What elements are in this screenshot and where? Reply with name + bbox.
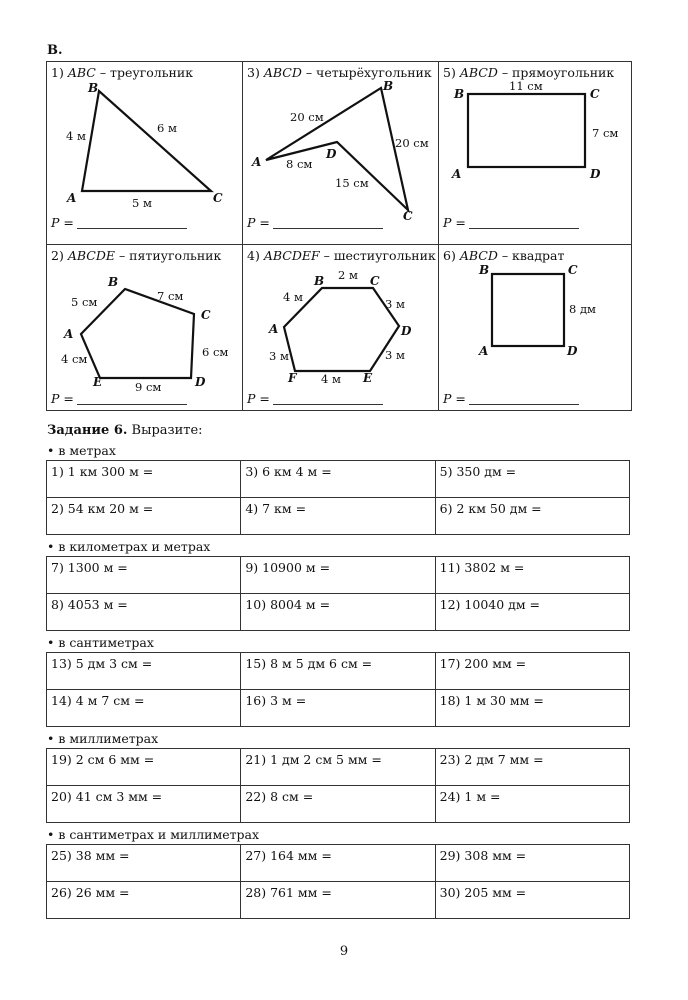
exercise-cell[interactable]: 24) 1 м = (435, 786, 629, 823)
vertex-label: C (201, 308, 211, 322)
side-label: 9 см (135, 380, 162, 394)
figure-title: 5) ABCD – прямоугольник (443, 65, 615, 80)
vertex-label: B (383, 79, 394, 93)
vertex-label: A (64, 327, 74, 341)
side-label: 7 см (157, 289, 184, 303)
figure-hexagon (243, 245, 437, 410)
table-row (47, 845, 630, 882)
rectangle-shape (468, 94, 585, 167)
side-label: 7 см (592, 126, 619, 140)
table-row (47, 882, 630, 919)
figure-square (439, 245, 633, 410)
exercise-table (46, 556, 630, 631)
vertex-label: C (370, 274, 380, 288)
vertex-label: C (590, 87, 600, 101)
section-label: В. (47, 43, 63, 58)
exercise-cell[interactable]: 29) 308 мм = (435, 845, 629, 882)
vertex-label: D (195, 375, 206, 389)
exercise-cell[interactable]: 8) 4053 м = (47, 594, 241, 631)
figure-title: 1) ABC – треугольник (51, 65, 194, 80)
exercise-cell[interactable]: 3) 6 км 4 м = (241, 461, 435, 498)
hexagon-drawing (243, 245, 437, 410)
exercise-cell[interactable]: 23) 2 дм 7 мм = (435, 749, 629, 786)
square-drawing (439, 245, 633, 410)
side-label: 15 см (335, 176, 369, 190)
quadrilateral-shape (266, 88, 408, 210)
exercise-cell[interactable]: 22) 8 см = (241, 786, 435, 823)
side-label: 4 м (66, 129, 86, 143)
exercise-cell[interactable]: 15) 8 м 5 дм 6 см = (241, 653, 435, 690)
exercise-cell[interactable]: 30) 205 мм = (435, 882, 629, 919)
group-heading: • в метрах (47, 443, 116, 458)
figure-pentagon (47, 245, 241, 410)
side-label: 11 см (509, 79, 543, 93)
exercise-cell[interactable]: 21) 1 дм 2 см 5 мм = (241, 749, 435, 786)
table-row (47, 690, 630, 727)
exercise-cell[interactable]: 27) 164 мм = (241, 845, 435, 882)
exercise-cell[interactable]: 2) 54 км 20 м = (47, 498, 241, 535)
side-label: 3 м (269, 349, 289, 363)
exercise-cell[interactable]: 26) 26 мм = (47, 882, 241, 919)
triangle-shape (82, 91, 211, 191)
exercise-cell[interactable]: 17) 200 мм = (435, 653, 629, 690)
vertex-label: B (88, 81, 99, 95)
vertex-label: B (454, 87, 465, 101)
side-label: 3 м (385, 297, 405, 311)
pentagon-drawing (47, 245, 241, 410)
figure-title: 6) ABCD – квадрат (443, 248, 565, 263)
exercise-cell[interactable]: 25) 38 мм = (47, 845, 241, 882)
vertex-label: C (403, 209, 413, 223)
vertex-label: D (590, 167, 601, 181)
side-label: 8 дм (569, 302, 596, 316)
exercise-cell[interactable]: 16) 3 м = (241, 690, 435, 727)
figure-title: 4) ABCDEF – шестиугольник (247, 248, 436, 263)
exercise-cell[interactable]: 11) 3802 м = (435, 557, 629, 594)
exercise-table (46, 748, 630, 823)
vertex-label: E (363, 371, 373, 385)
side-label: 5 см (71, 295, 98, 309)
vertex-label: A (479, 344, 489, 358)
vertex-label: B (479, 263, 490, 277)
group-heading: • в сантиметрах и миллиметрах (47, 827, 260, 842)
exercise-cell[interactable]: 20) 41 см 3 мм = (47, 786, 241, 823)
perimeter-field[interactable]: P = (443, 215, 579, 230)
exercise-cell[interactable]: 9) 10900 м = (241, 557, 435, 594)
perimeter-field[interactable]: P = (443, 391, 579, 406)
vertex-label: A (269, 322, 279, 336)
group-heading: • в миллиметрах (47, 731, 159, 746)
exercise-table (46, 652, 630, 727)
side-label: 8 см (286, 157, 313, 171)
figures-grid (46, 61, 632, 411)
side-label: 20 см (395, 136, 429, 150)
vertex-label: B (314, 274, 325, 288)
task-title: Задание 6. Выразите: (47, 423, 203, 438)
side-label: 4 см (61, 352, 88, 366)
side-label: 6 м (157, 121, 177, 135)
vertex-label: D (401, 324, 412, 338)
side-label: 4 м (321, 372, 341, 386)
exercise-cell[interactable]: 5) 350 дм = (435, 461, 629, 498)
exercise-cell[interactable]: 10) 8004 м = (241, 594, 435, 631)
exercise-cell[interactable]: 12) 10040 дм = (435, 594, 629, 631)
figure-triangle (47, 62, 241, 235)
exercise-cell[interactable]: 13) 5 дм 3 см = (47, 653, 241, 690)
table-row (47, 498, 630, 535)
figure-quadrilateral (243, 62, 437, 235)
side-label: 4 м (283, 290, 303, 304)
vertex-label: A (252, 155, 262, 169)
figure-title: 2) ABCDE – пятиугольник (51, 248, 222, 263)
figure-rectangle (439, 62, 633, 235)
side-label: 5 м (132, 196, 152, 210)
perimeter-field[interactable]: P = (51, 391, 187, 406)
exercise-cell[interactable]: 28) 761 мм = (241, 882, 435, 919)
table-row (47, 557, 630, 594)
side-label: 3 м (385, 348, 405, 362)
side-label: 2 м (338, 268, 358, 282)
exercise-cell[interactable]: 19) 2 см 6 мм = (47, 749, 241, 786)
perimeter-field[interactable]: P = (51, 215, 187, 230)
table-row (47, 653, 630, 690)
vertex-label: D (567, 344, 578, 358)
vertex-label: D (326, 147, 337, 161)
exercise-cell[interactable]: 7) 1300 м = (47, 557, 241, 594)
exercise-cell[interactable]: 14) 4 м 7 см = (47, 690, 241, 727)
exercise-table (46, 460, 630, 535)
perimeter-field[interactable]: P = (247, 391, 383, 406)
side-label: 6 см (202, 345, 229, 359)
vertex-label: B (108, 275, 119, 289)
vertex-label: A (67, 191, 77, 205)
exercise-cell[interactable]: 1) 1 км 300 м = (47, 461, 241, 498)
group-heading: • в километрах и метрах (47, 539, 211, 554)
table-row (47, 461, 630, 498)
table-row (47, 786, 630, 823)
side-label: 20 см (290, 110, 324, 124)
vertex-label: C (213, 191, 223, 205)
square-shape (492, 274, 564, 346)
figure-title: 3) ABCD – четырёхугольник (247, 65, 432, 80)
exercise-cell[interactable]: 18) 1 м 30 мм = (435, 690, 629, 727)
vertex-label: C (568, 263, 578, 277)
exercise-cell[interactable]: 6) 2 км 50 дм = (435, 498, 629, 535)
table-row (47, 749, 630, 786)
exercise-table (46, 844, 630, 919)
vertex-label: F (288, 371, 297, 385)
page-number: 9 (339, 944, 349, 959)
vertex-label: A (452, 167, 462, 181)
exercise-cell[interactable]: 4) 7 км = (241, 498, 435, 535)
table-row (47, 594, 630, 631)
vertex-label: E (93, 375, 103, 389)
perimeter-field[interactable]: P = (247, 215, 383, 230)
group-heading: • в сантиметрах (47, 635, 154, 650)
